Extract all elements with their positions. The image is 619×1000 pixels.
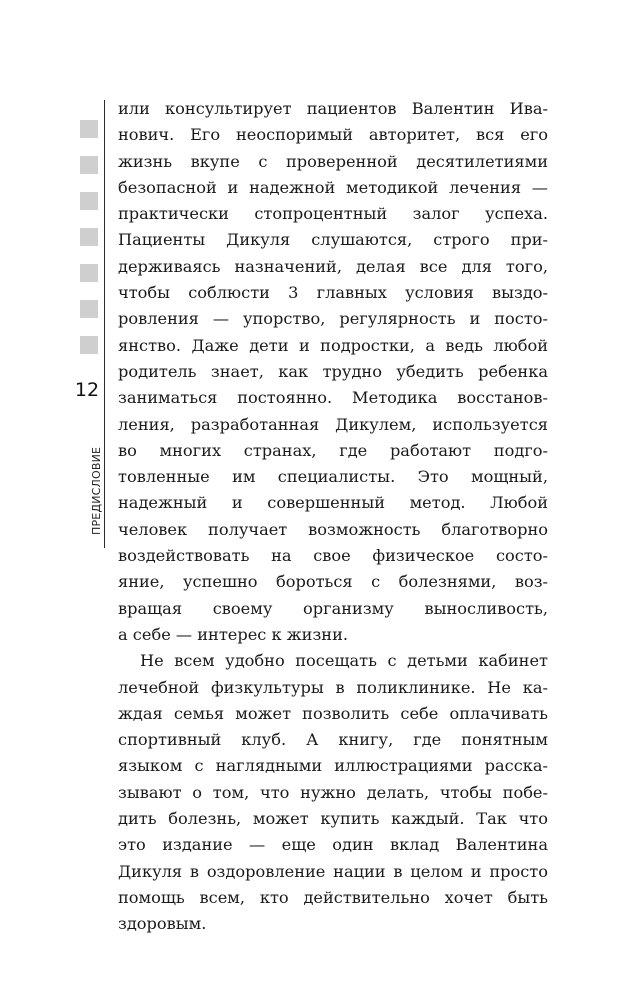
decorative-square: [80, 156, 98, 174]
decorative-square: [80, 120, 98, 138]
text-line: надежный и совершенный метод. Любой: [118, 493, 548, 513]
text-line: или консультирует пациентов Валентин Ива-: [118, 99, 548, 118]
margin-rule: [104, 100, 105, 548]
page-number: 12: [74, 379, 100, 401]
text-line: держиваясь назначений, делая все для того,: [118, 256, 548, 276]
text-line: безопасной и надежной методикой лечения —: [118, 177, 548, 197]
text-line: практически стопроцентный залог успеха.: [118, 204, 548, 224]
text-line: ровления — упорство, регулярность и посто-: [118, 309, 548, 329]
text-line: янство. Даже дети и подростки, а ведь любой: [118, 335, 548, 355]
text-line: вращая своему организму выносливость,: [118, 598, 548, 618]
text-line: ления, разработанная Дикулем, используется: [118, 414, 548, 434]
decorative-square: [80, 192, 98, 210]
text-line: воздействовать на свое физическое состо-: [118, 546, 548, 566]
text-line: заниматься постоянно. Методика восстанов-: [118, 388, 548, 408]
text-line: во многих странах, где работают подго-: [118, 440, 548, 460]
paragraph-end-line: здоровым.: [118, 914, 207, 934]
paragraph-end-line: а себе — интерес к жизни.: [118, 624, 349, 644]
text-line: яние, успешно бороться с болезнями, воз-: [118, 572, 548, 592]
text-line: товленные им специалисты. Это мощный,: [118, 467, 548, 487]
text-line: лечебной физкультуры в поликлинике. Не ка-: [118, 677, 548, 697]
text-line: жизнь вкупе с проверенной десятилетиями: [118, 151, 548, 171]
text-line: зывают о том, что нужно делать, чтобы побе-: [118, 782, 548, 802]
text-line: языком с наглядными иллюстрациями расска-: [118, 756, 548, 776]
text-line: нович. Его неоспоримый авторитет, вся его: [118, 125, 548, 145]
paragraph-start-line: Не всем удобно посещать с детьми кабинет: [140, 651, 548, 671]
text-line: помощь всем, кто действительно хочет быть: [118, 887, 548, 907]
decorative-square: [80, 300, 98, 318]
text-line: это издание — еще один вклад Валентина: [118, 835, 548, 855]
text-line: Пациенты Дикуля слушаются, строго при-: [118, 230, 548, 250]
text-line: родитель знает, как трудно убедить ребенка: [118, 361, 548, 381]
text-line: спортивный клуб. А книгу, где понятным: [118, 730, 548, 750]
text-line: дить болезнь, может купить каждый. Так что: [118, 809, 548, 829]
decorative-square: [80, 336, 98, 354]
text-line: человек получает возможность благотворно: [118, 519, 548, 539]
text-line: чтобы соблюсти 3 главных условия выздо-: [118, 283, 548, 303]
running-section-title: ПРЕДИСЛОВИЕ: [90, 446, 103, 535]
decorative-square: [80, 264, 98, 282]
decorative-square: [80, 228, 98, 246]
text-line: ждая семья может позволить себе оплачивать: [118, 703, 548, 723]
text-line: Дикуля в оздоровление нации в целом и просто: [118, 861, 548, 881]
body-text: [118, 96, 548, 938]
